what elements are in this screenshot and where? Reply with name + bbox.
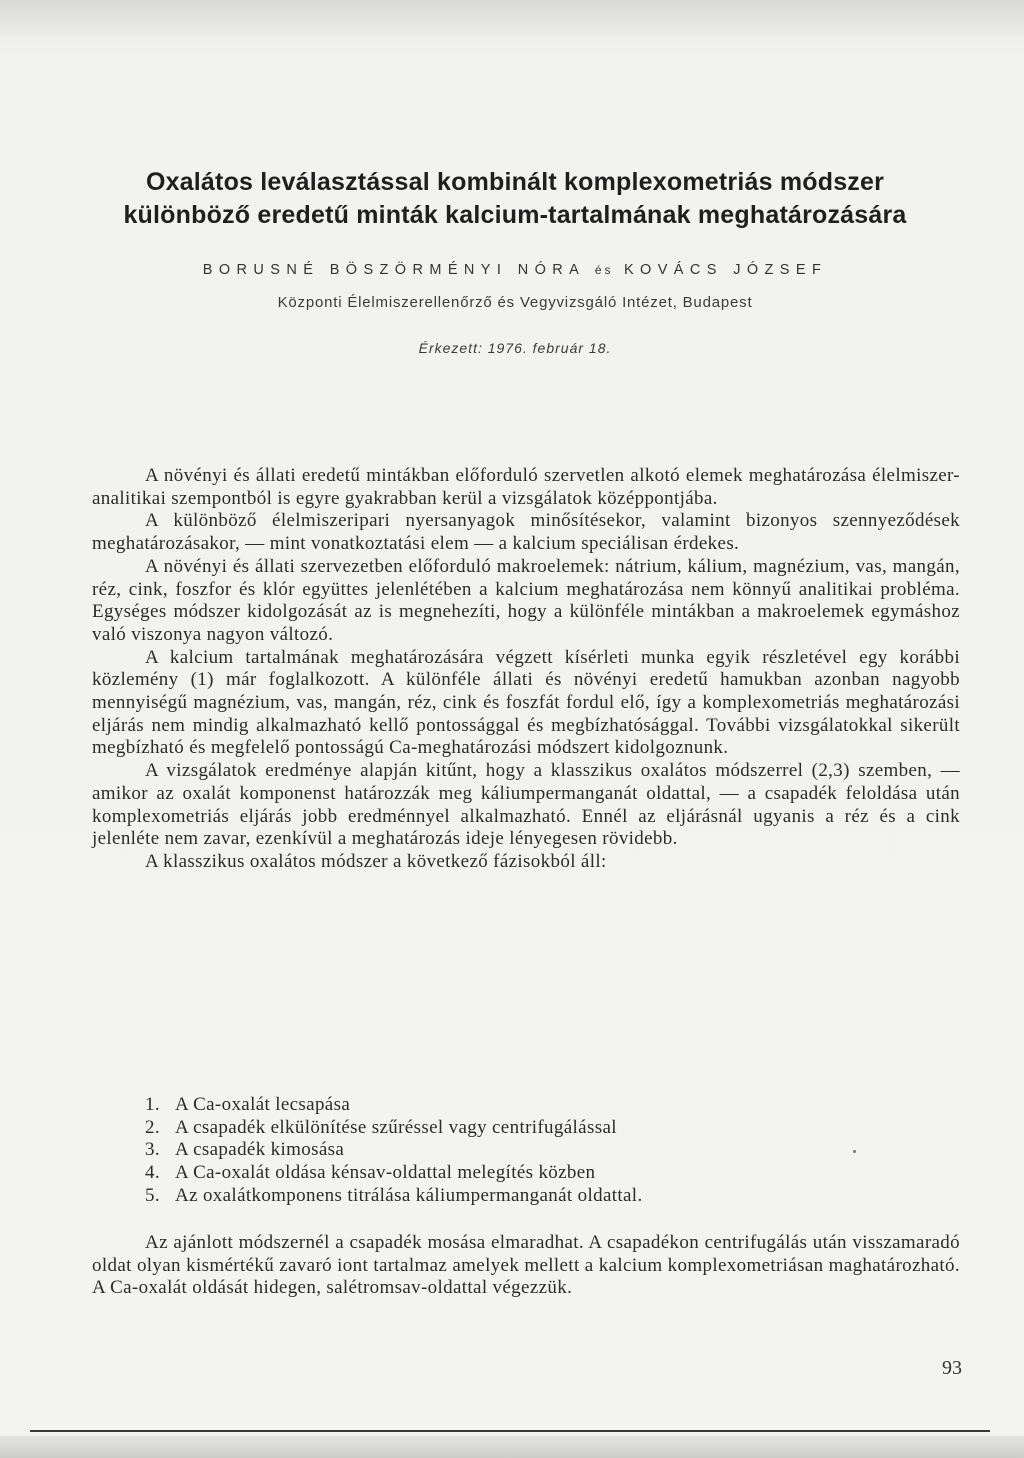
- paragraph: Az ajánlott módszernél a csapadék mosása elmaradhat. A csapadékon centrifugálás után visszamaradó oldat olyan kismértékű zavaró iont tartalmaz amelyek mellett a kalcium komplexometriásan maghatározható. A Ca-oxalát oldását hidegen, salétromsav-oldattal végezzük.: [92, 1232, 960, 1299]
- paragraph: A kalcium tartalmának meghatározására végzett kísérleti munka egyik részletével egy korábbi közlemény (1) már foglalkozott. A különféle állati és növényi eredetű hamukban azonban nagyobb mennyiségű magnézium, vas, mangán, réz, cink és foszfát fordul elő, így a komplexometriás meghatározási eljárás nem mindig alkalmazható kellő pontossággal és megbízhatósággal. További vizsgálatokkal sikerült megbízható és megfelelő pontosságú Ca-meghatározási módszert kidolgoznunk.: [92, 646, 960, 759]
- scan-speck: [853, 1150, 856, 1153]
- bottom-rule: [30, 1430, 990, 1432]
- step-number: 1.: [145, 1094, 160, 1115]
- scan-top-edge: [0, 0, 1024, 34]
- method-steps: [92, 1094, 960, 1208]
- step-number: 2.: [145, 1116, 160, 1138]
- step-text: A Ca-oxalát oldása kénsav-oldattal melegítés közben: [175, 1162, 596, 1184]
- step-text: A Ca-oxalát lecsapása: [175, 1094, 351, 1115]
- scan-bottom-edge: [0, 1436, 1024, 1458]
- closing-text: [92, 1232, 960, 1300]
- author-conjunction: és: [594, 263, 614, 277]
- list-item: [92, 1117, 960, 1140]
- authors: [60, 262, 970, 278]
- list-item: [92, 1185, 960, 1208]
- body-text: [92, 465, 960, 874]
- title-line-1: Oxalátos leválasztással kombinált komplexometriás módszer: [145, 168, 885, 196]
- list-item: [92, 1162, 960, 1185]
- step-text: A csapadék kimosása: [175, 1139, 345, 1161]
- author-1: BORUSNÉ BÖSZÖRMÉNYI NÓRA: [202, 262, 585, 278]
- paragraph: A különböző élelmiszeripari nyersanyagok minősítésekor, valamint bizonyos szennyeződések meghatározásakor, — mint vonatkoztatási elem — a kalcium speciálisan érdekes.: [92, 510, 960, 555]
- article-title: [90, 166, 940, 232]
- list-item: [92, 1094, 960, 1117]
- step-number: 3.: [145, 1139, 160, 1161]
- step-text: A csapadék elkülönítése szűréssel vagy centrifugálással: [175, 1116, 617, 1138]
- paragraph: A növényi és állati szervezetben előforduló makroelemek: nátrium, kálium, magnézium, vas, mangán, réz, cink, foszfor és klór együttes jelenlétében a kalcium meghatározása nem könnyű analitikai probléma. Egységes módszer kidolgozását az is megnehezíti, hogy a különféle mintákban a makroelemek egymáshoz való viszonya nagyon változó.: [92, 555, 960, 645]
- paragraph: A klasszikus oxalátos módszer a következő fázisokból áll:: [145, 850, 607, 872]
- step-number: 4.: [145, 1162, 160, 1184]
- list-item: [92, 1139, 960, 1162]
- page-number: 93: [942, 1357, 962, 1379]
- received-date: Érkezett: 1976. február 18.: [418, 340, 612, 356]
- paragraph: A vizsgálatok eredménye alapján kitűnt, hogy a klasszikus oxalátos módszerrel (2,3) szemben, — amikor az oxalát komponenst határozzák meg káliumpermanganát oldattal, — a csapadék feloldása után komplexometriás eljárás jobb eredménnyel alkalmazható. Ennél az eljárásnál ugyanis a réz és a cink jelenléte nem zavar, ezenkívül a meghatározás ideje lényegesen rövidebb.: [92, 760, 960, 850]
- step-text: Az oxalátkomponens titrálása káliumpermanganát oldattal.: [175, 1184, 643, 1206]
- author-2: KOVÁCS JÓZSEF: [623, 262, 828, 278]
- step-number: 5.: [145, 1184, 160, 1206]
- title-line-2: különböző eredetű minták kalcium-tartalmának meghatározására: [123, 201, 907, 229]
- institute: Központi Élelmiszerellenőrző és Vegyvizsgáló Intézet, Budapest: [277, 294, 753, 311]
- paragraph: A növényi és állati eredetű mintákban előforduló szervetlen alkotó elemek meghatározása élelmiszer-analitikai szempontból is egyre gyakrabban kerül a vizsgálatok középpontjába.: [92, 465, 960, 509]
